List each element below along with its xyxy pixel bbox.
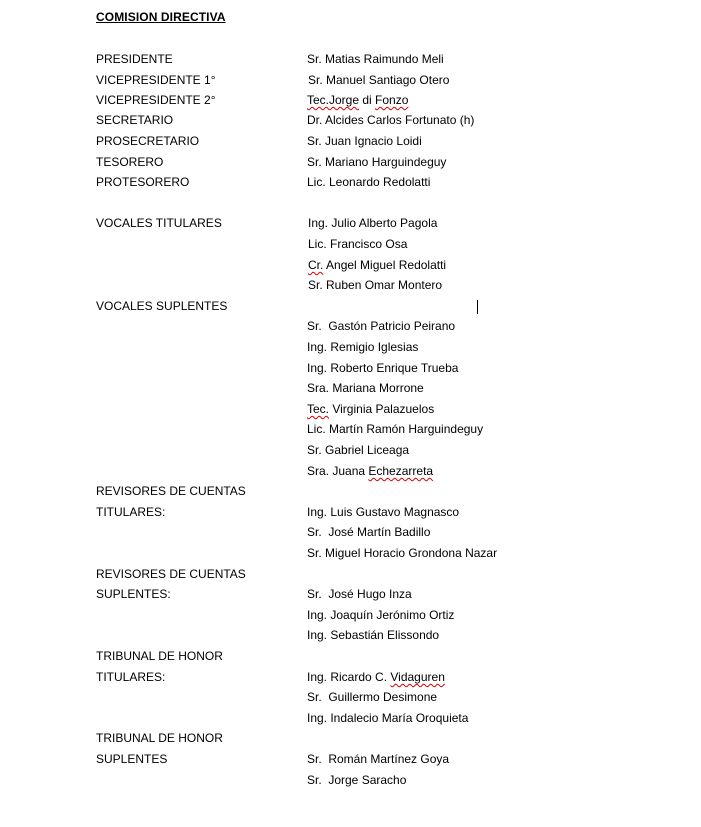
table-row	[0, 419, 701, 439]
member-name: Sr. Mariano Harguindeguy	[307, 155, 447, 169]
table-row	[0, 234, 701, 254]
member-name: Sr. Guillermo Desimone	[307, 690, 438, 704]
table-row	[0, 461, 701, 481]
table-row	[0, 152, 701, 172]
member-name	[307, 399, 434, 419]
member-name: Sr. Gastón Patricio Peirano	[307, 319, 456, 333]
role-label: SECRETARIO	[96, 113, 174, 127]
table-row	[0, 90, 701, 110]
table-row	[0, 49, 701, 69]
member-name: Sr. Manuel Santiago Otero	[308, 73, 450, 87]
member-name: Ing. Roberto Enrique Trueba	[307, 361, 459, 375]
member-name: Sr. Jorge Saracho	[307, 773, 407, 787]
table-row	[0, 131, 701, 151]
spellcheck-word: Echezarreta	[368, 464, 434, 478]
table-row	[0, 543, 701, 563]
role-label: VOCALES SUPLENTES	[96, 299, 228, 313]
member-name: Sr. Román Martínez Goya	[307, 752, 450, 766]
table-row	[0, 358, 701, 378]
member-name: Ing. Indalecio María Oroquieta	[307, 711, 469, 725]
role-label: PRESIDENTE	[96, 52, 173, 66]
name-part: di	[359, 93, 376, 107]
member-name: Lic. Francisco Osa	[308, 237, 408, 251]
role-label: PROSECRETARIO	[96, 134, 200, 148]
spellcheck-word: Cr.	[308, 258, 324, 272]
table-row	[0, 399, 701, 419]
member-name: Sr. Juan Ignacio Loidi	[307, 134, 422, 148]
text-cursor	[477, 300, 478, 314]
member-name: Sr. Miguel Horacio Grondona Nazar	[307, 546, 498, 560]
table-row	[0, 687, 701, 707]
member-name	[308, 255, 446, 275]
role-label: TRIBUNAL DE HONOR	[96, 649, 223, 663]
member-name: Ing. Julio Alberto Pagola	[308, 216, 438, 230]
role-label: SUPLENTES:	[96, 587, 171, 601]
spellcheck-word: Vidaguren	[390, 670, 445, 684]
member-name	[307, 461, 433, 481]
table-row	[0, 584, 701, 604]
name-part: Virginia Palazuelos	[329, 402, 435, 416]
member-name: Lic. Leonardo Redolatti	[307, 175, 431, 189]
table-row	[0, 667, 701, 687]
member-name: Sr. Matias Raimundo Meli	[307, 52, 444, 66]
member-name: Sr. José Hugo Inza	[307, 587, 412, 601]
role-label: TITULARES:	[96, 505, 166, 519]
table-row	[0, 213, 701, 233]
role-label: TESORERO	[96, 155, 164, 169]
role-label: VICEPRESIDENTE 1°	[96, 73, 216, 87]
table-row	[0, 605, 701, 625]
name-part: Angel Miguel Redolatti	[323, 258, 447, 272]
spellcheck-word: Tec.Jorge	[307, 93, 360, 107]
member-name: Sra. Mariana Morrone	[307, 381, 424, 395]
table-row	[0, 749, 701, 769]
table-row	[0, 275, 701, 295]
role-label: REVISORES DE CUENTAS	[96, 484, 246, 498]
member-name	[307, 90, 408, 110]
table-row	[0, 110, 701, 130]
table-row	[0, 296, 701, 316]
table-row	[0, 172, 701, 192]
table-row	[0, 502, 701, 522]
member-name: Dr. Alcides Carlos Fortunato (h)	[307, 113, 475, 127]
role-label: VOCALES TITULARES	[96, 216, 222, 230]
table-row	[0, 646, 701, 666]
spellcheck-word: Tec.	[307, 402, 330, 416]
role-label: TITULARES:	[96, 670, 166, 684]
role-label: SUPLENTES	[96, 752, 168, 766]
role-label: VICEPRESIDENTE 2°	[96, 93, 216, 107]
table-row	[0, 770, 701, 790]
table-row	[0, 625, 701, 645]
table-row	[0, 440, 701, 460]
table-row	[0, 70, 701, 90]
role-label: TRIBUNAL DE HONOR	[96, 731, 223, 745]
table-row	[0, 255, 701, 275]
member-name: Ing. Sebastián Elissondo	[307, 628, 440, 642]
member-name: Ing. Luis Gustavo Magnasco	[307, 505, 460, 519]
member-name: Ing. Remigio Iglesias	[307, 340, 419, 354]
table-row	[0, 564, 701, 584]
table-row	[0, 708, 701, 728]
role-label: PROTESORERO	[96, 175, 190, 189]
name-part: Sra. Juana	[307, 464, 369, 478]
table-row	[0, 481, 701, 501]
table-row	[0, 728, 701, 748]
member-name: Sr. Ruben Omar Montero	[308, 278, 443, 292]
table-row	[0, 522, 701, 542]
member-name	[307, 667, 445, 687]
table-row	[0, 316, 701, 336]
role-label: REVISORES DE CUENTAS	[96, 567, 246, 581]
member-name: Sr. José Martín Badillo	[307, 525, 431, 539]
member-name: Sr. Gabriel Liceaga	[307, 443, 410, 457]
name-part: Ing. Ricardo C.	[307, 670, 391, 684]
page-title: COMISION DIRECTIVA	[96, 10, 226, 24]
spellcheck-word: Fonzo	[375, 93, 409, 107]
table-row	[0, 337, 701, 357]
member-name: Lic. Martín Ramón Harguindeguy	[307, 422, 484, 436]
table-row	[0, 378, 701, 398]
member-name: Ing. Joaquín Jerónimo Ortiz	[307, 608, 455, 622]
